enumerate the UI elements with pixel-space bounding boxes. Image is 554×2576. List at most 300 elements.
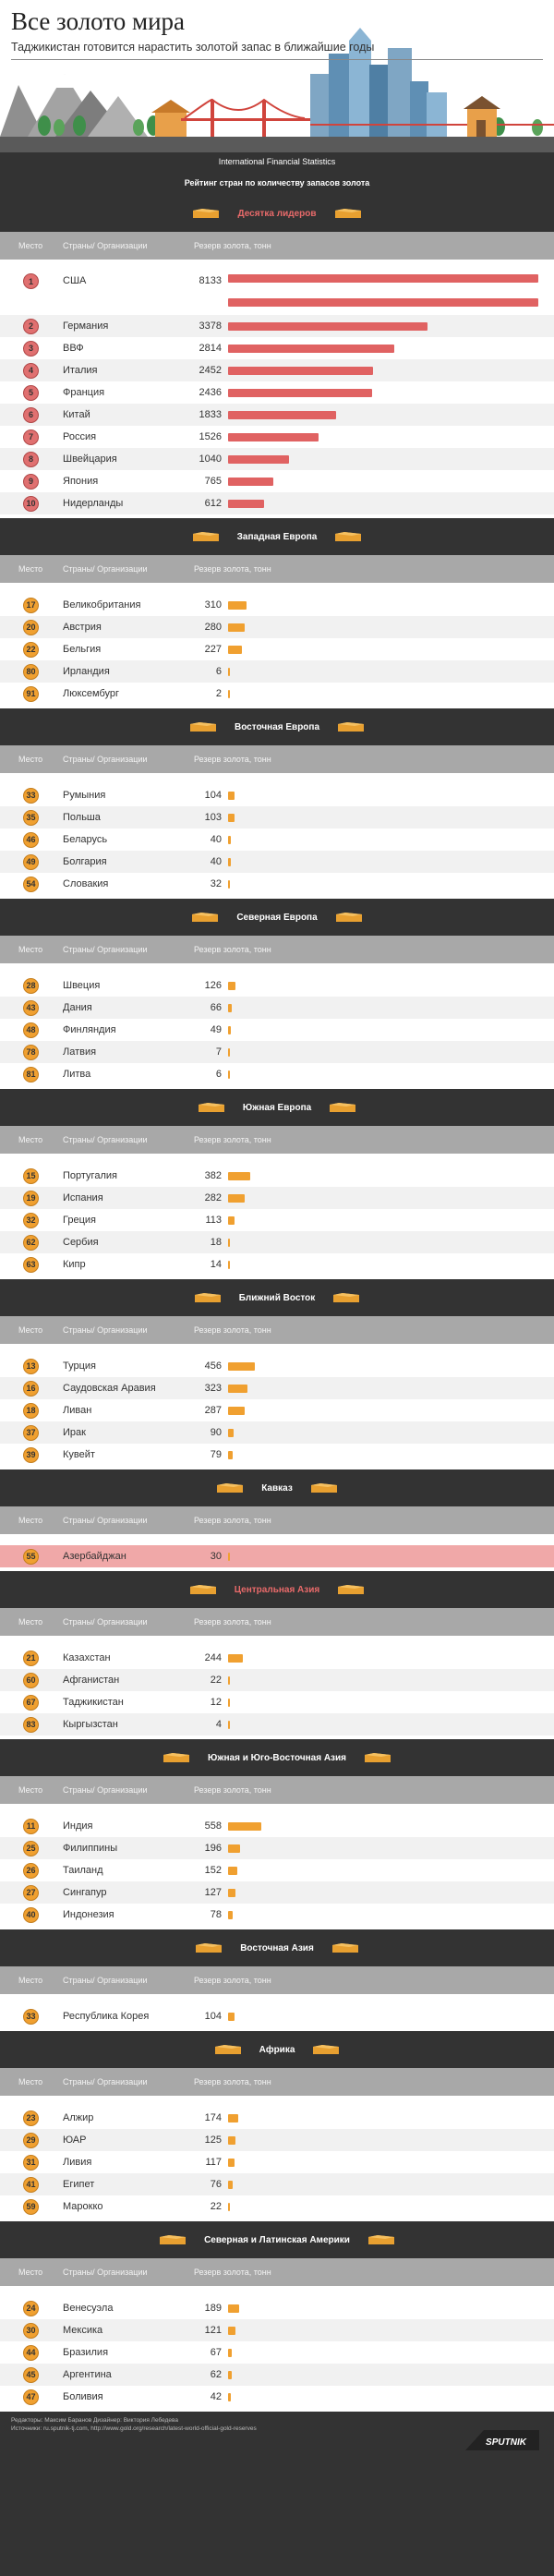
table-row xyxy=(0,1421,554,1444)
rank-badge: 60 xyxy=(23,1673,39,1688)
value-bar xyxy=(228,982,235,990)
value-bar xyxy=(228,1239,230,1247)
value-bar xyxy=(228,478,273,486)
value-bar xyxy=(228,1676,230,1685)
footer xyxy=(0,2412,554,2456)
country-label: Болгария xyxy=(63,856,107,867)
rank-badge: 45 xyxy=(23,2367,39,2383)
value-label: 78 xyxy=(210,1909,222,1920)
value-label: 40 xyxy=(210,856,222,867)
value-label: 2452 xyxy=(199,365,222,376)
rank-badge: 8 xyxy=(23,452,39,467)
rank-badge: 47 xyxy=(23,2389,39,2405)
value-label: 310 xyxy=(204,599,222,611)
page-subtitle: Таджикистан готовится нарастить золотой запас в ближайшие годы xyxy=(11,41,375,54)
rank-badge: 63 xyxy=(23,1257,39,1273)
value-bar xyxy=(228,814,235,822)
column-header-reserve: Резерв золота, тонн xyxy=(194,1516,271,1525)
gold-bar-icon xyxy=(195,1101,228,1114)
country-label: Финляндия xyxy=(63,1024,116,1035)
country-label: Марокко xyxy=(63,2201,103,2212)
column-header xyxy=(0,555,554,583)
country-label: Словакия xyxy=(63,878,109,889)
rank-badge: 32 xyxy=(23,1213,39,1228)
column-header xyxy=(0,2258,554,2286)
value-label: 90 xyxy=(210,1427,222,1438)
value-label: 1833 xyxy=(199,409,222,420)
section-label: Восточная Европа xyxy=(234,721,320,732)
gold-bar-icon xyxy=(307,1482,341,1494)
column-header xyxy=(0,1776,554,1804)
table-row xyxy=(0,1231,554,1253)
value-label: 121 xyxy=(204,2325,222,2336)
value-label: 382 xyxy=(204,1170,222,1181)
table-row xyxy=(0,404,554,426)
value-bar xyxy=(228,1822,261,1831)
country-label: Ирак xyxy=(63,1427,86,1438)
value-label: 174 xyxy=(204,2112,222,2123)
rows-list xyxy=(0,1534,554,1571)
table-row xyxy=(0,315,554,337)
country-label: Египет xyxy=(63,2179,95,2190)
table-row xyxy=(0,2129,554,2151)
column-header xyxy=(0,1316,554,1344)
table-row xyxy=(0,1669,554,1691)
column-header xyxy=(0,1506,554,1534)
value-bar xyxy=(228,858,231,866)
value-label: 6 xyxy=(215,666,222,677)
rank-badge: 28 xyxy=(23,978,39,994)
table-row xyxy=(0,1859,554,1881)
gold-bar-icon xyxy=(329,1941,362,1954)
rows-list xyxy=(0,1344,554,1469)
rank-badge: 2 xyxy=(23,319,39,334)
value-label: 79 xyxy=(210,1449,222,1460)
country-label: Саудовская Аравия xyxy=(63,1383,156,1394)
rank-badge: 55 xyxy=(23,1549,39,1565)
rank-badge: 23 xyxy=(23,2110,39,2126)
gold-bar-icon xyxy=(189,207,223,220)
rank-badge: 81 xyxy=(23,1067,39,1082)
value-bar-continued xyxy=(228,298,538,307)
table-row xyxy=(0,683,554,705)
value-bar xyxy=(228,1699,230,1707)
section-label: Центральная Азия xyxy=(234,1584,320,1595)
gold-bar-icon xyxy=(192,1941,225,1954)
country-label: Кувейт xyxy=(63,1449,95,1460)
rank-badge: 3 xyxy=(23,341,39,357)
table-row xyxy=(0,1713,554,1735)
rank-badge: 78 xyxy=(23,1045,39,1060)
country-label: Россия xyxy=(63,431,97,442)
rank-badge: 43 xyxy=(23,1000,39,1016)
value-bar xyxy=(228,2136,235,2145)
rows-list xyxy=(0,1154,554,1279)
rank-badge: 35 xyxy=(23,810,39,826)
country-label: Польша xyxy=(63,812,101,823)
value-label: 12 xyxy=(210,1697,222,1708)
section-title xyxy=(0,1929,554,1966)
gold-bar-icon xyxy=(361,1751,394,1764)
title-divider xyxy=(11,59,543,60)
country-label: Румыния xyxy=(63,790,106,801)
value-bar xyxy=(228,1407,245,1415)
rows-list xyxy=(0,1994,554,2031)
rank-badge: 80 xyxy=(23,664,39,680)
country-label: Литва xyxy=(63,1069,91,1080)
table-row xyxy=(0,1377,554,1399)
table-row xyxy=(0,381,554,404)
column-header-country: Страны/ Организации xyxy=(63,2268,148,2277)
value-label: 32 xyxy=(210,878,222,889)
table-row xyxy=(0,2195,554,2218)
rows-list xyxy=(0,773,554,899)
gold-bar-icon xyxy=(334,720,367,733)
table-row xyxy=(0,997,554,1019)
sputnik-logo xyxy=(465,2423,539,2450)
header xyxy=(0,0,554,152)
rank-badge: 18 xyxy=(23,1403,39,1419)
rows-list xyxy=(0,583,554,708)
value-label: 189 xyxy=(204,2303,222,2314)
value-label: 280 xyxy=(204,622,222,633)
country-label: Индонезия xyxy=(63,1909,114,1920)
column-header-place: Место xyxy=(18,1785,43,1795)
section-label: Африка xyxy=(259,2044,295,2055)
country-label: Швейцария xyxy=(63,454,117,465)
value-label: 66 xyxy=(210,1002,222,1013)
value-label: 8133 xyxy=(199,275,222,286)
rank-badge: 24 xyxy=(23,2301,39,2316)
value-label: 104 xyxy=(204,2011,222,2022)
country-label: Бельгия xyxy=(63,644,102,655)
gold-bar-icon xyxy=(332,911,366,924)
column-header xyxy=(0,2068,554,2096)
value-bar xyxy=(228,500,264,508)
value-label: 558 xyxy=(204,1820,222,1832)
section-title xyxy=(0,708,554,745)
rank-badge: 29 xyxy=(23,2133,39,2148)
column-header-reserve: Резерв золота, тонн xyxy=(194,1617,271,1627)
value-label: 282 xyxy=(204,1192,222,1203)
column-header-country: Страны/ Организации xyxy=(63,1785,148,1795)
section-label: Десятка лидеров xyxy=(237,208,317,219)
table-row xyxy=(0,2319,554,2341)
value-label: 3378 xyxy=(199,320,222,332)
section-title xyxy=(0,1739,554,1776)
value-bar xyxy=(228,1048,230,1057)
rank-badge: 46 xyxy=(23,832,39,848)
gold-bar-icon xyxy=(331,207,365,220)
value-bar xyxy=(228,2327,235,2335)
rank-badge: 17 xyxy=(23,598,39,613)
table-row xyxy=(0,337,554,359)
country-label: Япония xyxy=(63,476,99,487)
value-bar xyxy=(228,322,428,331)
table-row xyxy=(0,1837,554,1859)
rank-badge: 16 xyxy=(23,1381,39,1397)
value-bar xyxy=(228,1451,233,1459)
page-title: Все золото мира xyxy=(11,7,186,35)
country-label: Таиланд xyxy=(63,1865,103,1876)
country-label: Ирландия xyxy=(63,666,110,677)
value-bar xyxy=(228,2013,235,2021)
table-row xyxy=(0,426,554,448)
country-label: Германия xyxy=(63,320,109,332)
rank-badge: 6 xyxy=(23,407,39,423)
column-header-country: Страны/ Организации xyxy=(63,1325,148,1335)
value-label: 117 xyxy=(205,2157,222,2168)
value-label: 456 xyxy=(204,1361,222,1372)
value-label: 14 xyxy=(210,1259,222,1270)
value-bar xyxy=(228,1721,230,1729)
section-label: Северная и Латинская Америки xyxy=(204,2234,350,2245)
table-row xyxy=(0,2341,554,2364)
column-header xyxy=(0,1126,554,1154)
value-label: 18 xyxy=(210,1237,222,1248)
country-label: Швеция xyxy=(63,980,101,991)
column-header-reserve: Резерв золота, тонн xyxy=(194,564,271,574)
country-label: Индия xyxy=(63,1820,93,1832)
value-label: 22 xyxy=(210,1675,222,1686)
value-bar xyxy=(228,1385,247,1393)
value-label: 612 xyxy=(204,498,222,509)
section-label: Южная Европа xyxy=(242,1102,312,1113)
value-bar xyxy=(228,646,242,654)
rank-badge: 54 xyxy=(23,877,39,892)
column-header xyxy=(0,936,554,963)
section-label: Ближний Восток xyxy=(238,1292,316,1303)
value-label: 1040 xyxy=(199,454,222,465)
value-label: 40 xyxy=(210,834,222,845)
table-row xyxy=(0,1063,554,1085)
country-label: Нидерланды xyxy=(63,498,124,509)
country-label: Венесуэла xyxy=(63,2303,114,2314)
value-bar xyxy=(228,880,230,889)
column-header-country: Страны/ Организации xyxy=(63,1617,148,1627)
table-row xyxy=(0,660,554,683)
value-label: 104 xyxy=(204,790,222,801)
country-label: Аргентина xyxy=(63,2369,112,2380)
column-header-place: Место xyxy=(18,1516,43,1525)
gold-bar-icon xyxy=(330,1291,363,1304)
rank-badge: 20 xyxy=(23,620,39,635)
section-title xyxy=(0,2221,554,2258)
table-row xyxy=(0,470,554,492)
rank-badge: 44 xyxy=(23,2345,39,2361)
value-bar xyxy=(228,433,319,441)
country-label: Филиппины xyxy=(63,1843,118,1854)
rank-badge: 33 xyxy=(23,788,39,804)
value-label: 62 xyxy=(210,2369,222,2380)
value-label: 49 xyxy=(210,1024,222,1035)
table-row xyxy=(0,1355,554,1377)
table-row xyxy=(0,974,554,997)
gold-bar-icon xyxy=(187,720,220,733)
table-row xyxy=(0,1444,554,1466)
value-bar xyxy=(228,668,230,676)
table-row xyxy=(0,492,554,514)
table-row xyxy=(0,638,554,660)
country-label: Алжир xyxy=(63,2112,94,2123)
value-label: 4 xyxy=(215,1719,222,1730)
section-label: Кавказ xyxy=(261,1482,293,1494)
value-bar xyxy=(228,1889,235,1897)
value-label: 6 xyxy=(215,1069,222,1080)
table-row xyxy=(0,873,554,895)
table-row xyxy=(0,1881,554,1904)
country-label: Италия xyxy=(63,365,98,376)
column-header-country: Страны/ Организации xyxy=(63,945,148,954)
value-bar xyxy=(228,1194,245,1203)
gold-bar-icon xyxy=(326,1101,359,1114)
rank-badge: 30 xyxy=(23,2323,39,2339)
country-label: Сингапур xyxy=(63,1887,107,1898)
table-row xyxy=(0,828,554,851)
rank-badge: 25 xyxy=(23,1841,39,1856)
column-header xyxy=(0,232,554,260)
value-label: 765 xyxy=(204,476,222,487)
column-header-place: Место xyxy=(18,945,43,954)
value-bar xyxy=(228,2203,230,2211)
value-label: 152 xyxy=(204,1865,222,1876)
rank-badge: 10 xyxy=(23,496,39,512)
country-label: Греция xyxy=(63,1215,96,1226)
rank-badge: 13 xyxy=(23,1359,39,1374)
rank-badge: 40 xyxy=(23,1907,39,1923)
gold-bar-icon xyxy=(160,1751,193,1764)
section-title xyxy=(0,1279,554,1316)
rank-badge: 22 xyxy=(23,642,39,658)
gold-bar-icon xyxy=(156,2233,189,2246)
rank-badge: 31 xyxy=(23,2155,39,2171)
value-bar xyxy=(228,2181,233,2189)
country-label: США xyxy=(63,275,87,286)
country-label: Бразилия xyxy=(63,2347,109,2358)
value-bar xyxy=(228,274,538,283)
table-row xyxy=(0,1165,554,1187)
value-bar xyxy=(228,367,373,375)
table-row xyxy=(0,2151,554,2173)
table-row xyxy=(0,2107,554,2129)
value-label: 113 xyxy=(205,1215,222,1226)
value-label: 126 xyxy=(204,980,222,991)
value-bar xyxy=(228,1172,250,1180)
value-bar xyxy=(228,1216,235,1225)
country-label: Турция xyxy=(63,1361,96,1372)
value-label: 1526 xyxy=(199,431,222,442)
rank-badge: 11 xyxy=(23,1819,39,1834)
country-label: Кипр xyxy=(63,1259,86,1270)
value-bar xyxy=(228,1070,230,1079)
column-header-place: Место xyxy=(18,241,43,250)
value-label: 2814 xyxy=(199,343,222,354)
column-header-reserve: Резерв золота, тонн xyxy=(194,1785,271,1795)
gold-bar-icon xyxy=(334,1583,367,1596)
table-row xyxy=(0,784,554,806)
footer-sources: Источники: ru.sputnik-tj.com, http://www.gold.org/research/latest-world-official-gold-reserves xyxy=(11,2425,257,2432)
value-bar xyxy=(228,2393,231,2401)
section-title xyxy=(0,2031,554,2068)
country-label: Китай xyxy=(63,409,90,420)
rank-badge: 27 xyxy=(23,1885,39,1901)
column-header-country: Страны/ Организации xyxy=(63,564,148,574)
country-label: Казахстан xyxy=(63,1652,111,1663)
table-row xyxy=(0,1545,554,1567)
rows-list xyxy=(0,963,554,1089)
table-row xyxy=(0,2386,554,2408)
value-label: 227 xyxy=(204,644,222,655)
table-row xyxy=(0,1041,554,1063)
value-bar xyxy=(228,836,231,844)
rank-badge: 19 xyxy=(23,1191,39,1206)
table-row xyxy=(0,1209,554,1231)
table-row xyxy=(0,1253,554,1276)
rows-list xyxy=(0,260,554,518)
section-label: Северная Европа xyxy=(236,912,318,923)
country-label: ЮАР xyxy=(63,2135,87,2146)
table-row xyxy=(0,359,554,381)
value-label: 2436 xyxy=(199,387,222,398)
country-label: Сербия xyxy=(63,1237,99,1248)
value-label: 103 xyxy=(204,812,222,823)
value-label: 76 xyxy=(210,2179,222,2190)
value-label: 287 xyxy=(204,1405,222,1416)
table-row xyxy=(0,1904,554,1926)
rank-badge: 41 xyxy=(23,2177,39,2193)
column-header-reserve: Резерв золота, тонн xyxy=(194,1976,271,1985)
table-row xyxy=(0,1019,554,1041)
section-label: Восточная Азия xyxy=(240,1942,314,1953)
value-bar xyxy=(228,2371,232,2379)
column-header-reserve: Резерв золота, тонн xyxy=(194,2268,271,2277)
gold-bar-icon xyxy=(189,530,223,543)
country-label: Республика Корея xyxy=(63,2011,150,2022)
footer-editors: Редакторы: Максим Баранов Дизайнер: Виктория Лебедева xyxy=(11,2417,179,2424)
country-label: Латвия xyxy=(63,1046,97,1058)
value-label: 42 xyxy=(210,2391,222,2402)
table-row xyxy=(0,271,554,315)
rank-badge: 91 xyxy=(23,686,39,702)
gold-bar-icon xyxy=(188,911,222,924)
gold-bar-icon xyxy=(211,2043,245,2056)
value-label: 125 xyxy=(204,2135,222,2146)
section-label: Южная и Юго-Восточная Азия xyxy=(207,1752,347,1763)
value-bar xyxy=(228,1004,232,1012)
table-row xyxy=(0,616,554,638)
gold-bar-icon xyxy=(191,1291,224,1304)
value-label: 244 xyxy=(204,1652,222,1663)
country-label: Португалия xyxy=(63,1170,117,1181)
column-header xyxy=(0,1608,554,1636)
country-label: Франция xyxy=(63,387,105,398)
value-bar xyxy=(228,1362,255,1371)
value-bar xyxy=(228,601,247,610)
value-bar xyxy=(228,2304,239,2313)
value-bar xyxy=(228,1261,230,1269)
rank-badge: 48 xyxy=(23,1022,39,1038)
column-header xyxy=(0,745,554,773)
country-label: Боливия xyxy=(63,2391,103,2402)
section-title xyxy=(0,195,554,232)
rows-list xyxy=(0,2286,554,2412)
column-header-place: Место xyxy=(18,1325,43,1335)
rows-list xyxy=(0,2096,554,2221)
column-header-country: Страны/ Организации xyxy=(63,1976,148,1985)
country-label: Австрия xyxy=(63,622,102,633)
table-row xyxy=(0,1647,554,1669)
rank-badge: 21 xyxy=(23,1651,39,1666)
